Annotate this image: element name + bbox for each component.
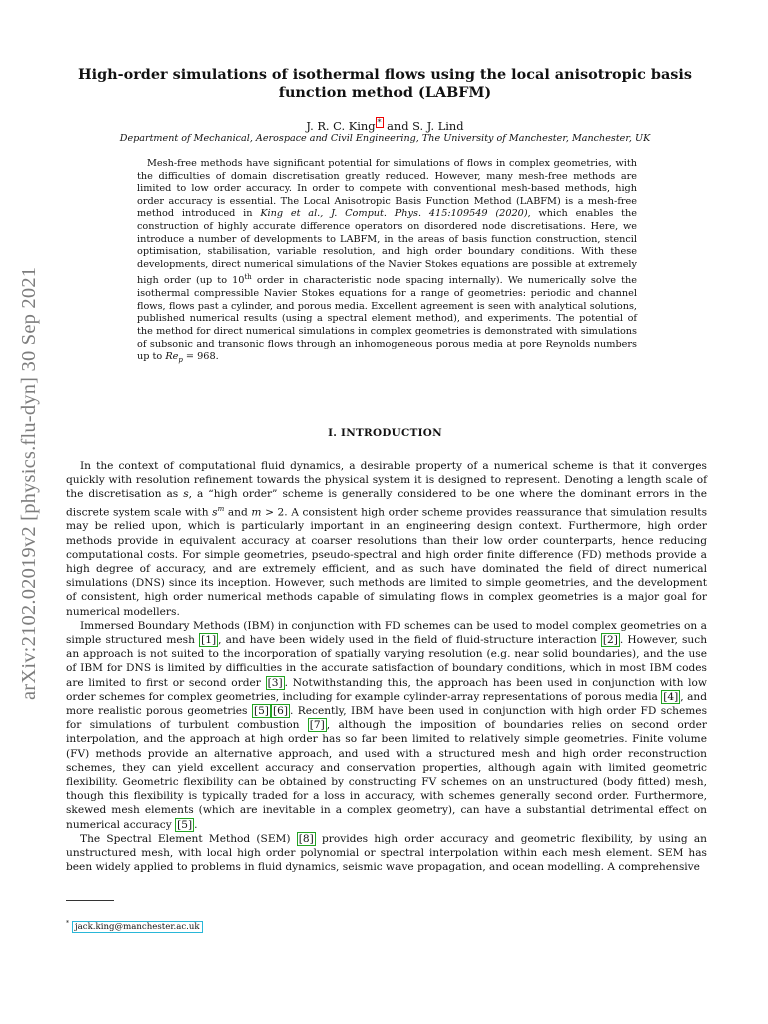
citation-link[interactable]: [8] xyxy=(298,832,314,845)
paragraph-1: In the context of computational fluid dynamics, a desirable property of a numerical scheme is that it converges quickly with resolution refinement towards the physical system it is designed to represent. Denoting a length scale of the discretisation as s, a “high order” scheme is generally considered to be one where the dominant errors in the discrete system scale with $s^m$ and m > 2. A consistent high order scheme provides reassurance that simulation results may be relied upon, which is particularly important in an engineering design context. Furthermore, high order methods provide in equivalent accuracy at coarser resolutions than their low order counterparts, hence reducing computational costs. For simple geometries, pseudo-spectral and high order finite difference (FD) methods provide a high degree of accuracy, and are extremely efficient, and as such have dominated the field of direct numerical simulations (DNS) since its inception. However, such methods are limited to simple geometries, and the development of consistent, high order numerical methods capable of simulating flows in complex geometries is a major goal for numerical modellers. xyxy=(66,460,708,618)
email-link[interactable]: jack.king@manchester.ac.uk xyxy=(72,921,203,933)
author-king: J. R. C. King xyxy=(306,118,376,133)
author-lind: and S. J. Lind xyxy=(383,118,464,133)
citation-link[interactable]: [1] xyxy=(201,633,217,646)
footnote xyxy=(66,920,203,932)
affiliation: Department of Mechanical, Aerospace and Civil Engineering, The University of Manchester, Manchester, UK xyxy=(119,133,651,144)
citation-link[interactable]: [7] xyxy=(309,719,325,732)
paragraph-3: The Spectral Element Method (SEM) [8] provides high order accuracy and geometric flexibility, by using an unstructured mesh, with local high order polynomial or spectral interpolation within each mesh element. SEM has been widely applied to problems in fluid dynamics, seismic wave propagation, and ocean modelling. A comprehensive xyxy=(66,832,707,874)
citation-link[interactable]: [5] xyxy=(253,704,269,717)
footnote-mark: * xyxy=(66,920,69,927)
footnote-divider xyxy=(66,900,114,901)
citation-link[interactable]: [5] xyxy=(177,818,193,831)
citation-link[interactable]: [2] xyxy=(602,633,618,646)
citation-link[interactable]: [3] xyxy=(267,676,283,689)
footnote-link[interactable]: * xyxy=(377,118,382,127)
introduction-body xyxy=(66,459,707,874)
paper-title: High-order simulations of isothermal flows using the local anisotropic basis function method (LABFM) xyxy=(78,66,692,101)
author-line xyxy=(60,118,710,133)
citation-link[interactable]: [6] xyxy=(272,704,288,717)
section-heading-introduction: I. INTRODUCTION xyxy=(328,427,442,439)
abstract: Mesh-free methods have significant potential for simulations of flows in complex geometries, with the difficulties of domain discretisation greatly reduced. However, many mesh-free methods are limited to low order accuracy. In order to compete with conventional mesh-based methods, high order accuracy is essential. The Local Anisotropic Basis Function Method (LABFM) is a mesh-free method introduced in King et al., J. Comput. Phys. 415:109549 (2020), which enables the construction of highly accurate difference operators on disordered node discretisations. Here, we introduce a number of developments to LABFM, in the areas of basis function construction, stencil optimisation, stabilisation, variable resolution, and high order boundary conditions. With these developments, direct numerical simulations of the Navier Stokes equations are possible at extremely high order (up to 10th order in characteristic node spacing internally). We numerically solve the isothermal compressible Navier Stokes equations for a range of geometries: periodic and channel flows, flows past a cylinder, and porous media. Excellent agreement is seen with analytical solutions, published numerical results (using a spectral element method), and experiments. The potential of the method for direct numerical simulations in complex geometries is demonstrated with simulations of subsonic and transonic flows through an inhomogeneous porous media at pore Reynolds numbers up to $Re_p = 968$. xyxy=(137,158,637,365)
paragraph-2: Immersed Boundary Methods (IBM) in conjunction with FD schemes can be used to model complex geometries on a simple structured mesh [1] , and have been widely used in the field of fluid-structure interaction [2] . However, such an approach is not suited to the incorporation of spatially varying resolution (e.g. near solid boundaries), and the use of IBM for DNS is limited by difficulties in the accurate satisfaction of boundary conditions, which in most IBM codes are limited to first or second order [3] . Notwithstanding this, the approach has been used in conjunction with low order schemes for complex geometries, including for example cylinder-array representations of porous media [4] , and more realistic porous geometries [5] [6] . Recently, IBM have been used in conjunction with high order FD schemes for simulations of turbulent combustion [7] , although the imposition of boundaries relies on second order interpolation, and the approach at high order has so far been limited to relatively simple geometries. Finite volume (FV) methods provide an alternative approach, and used with a structured mesh and high order reconstruction schemes, they can yield excellent accuracy and conservation properties, although again with limited geometric flexibility. Geometric flexibility can be obtained by constructing FV schemes on an unstructured (body fitted) mesh, though this flexibility is typically traded for a loss in accuracy, with schemes generally second order. Furthermore, skewed mesh elements (which are inevitable in a complex geometry), can have a substantial detrimental effect on numerical accuracy [5] . xyxy=(66,619,708,831)
citation-link[interactable]: [4] xyxy=(663,690,679,703)
arxiv-identifier[interactable]: arXiv:2102.02019v2 [physics.flu-dyn] 30 Sep 2021 xyxy=(18,266,40,700)
abstract-reference: King et al., J. Comput. Phys. 415:109549 (2020) xyxy=(260,208,528,220)
